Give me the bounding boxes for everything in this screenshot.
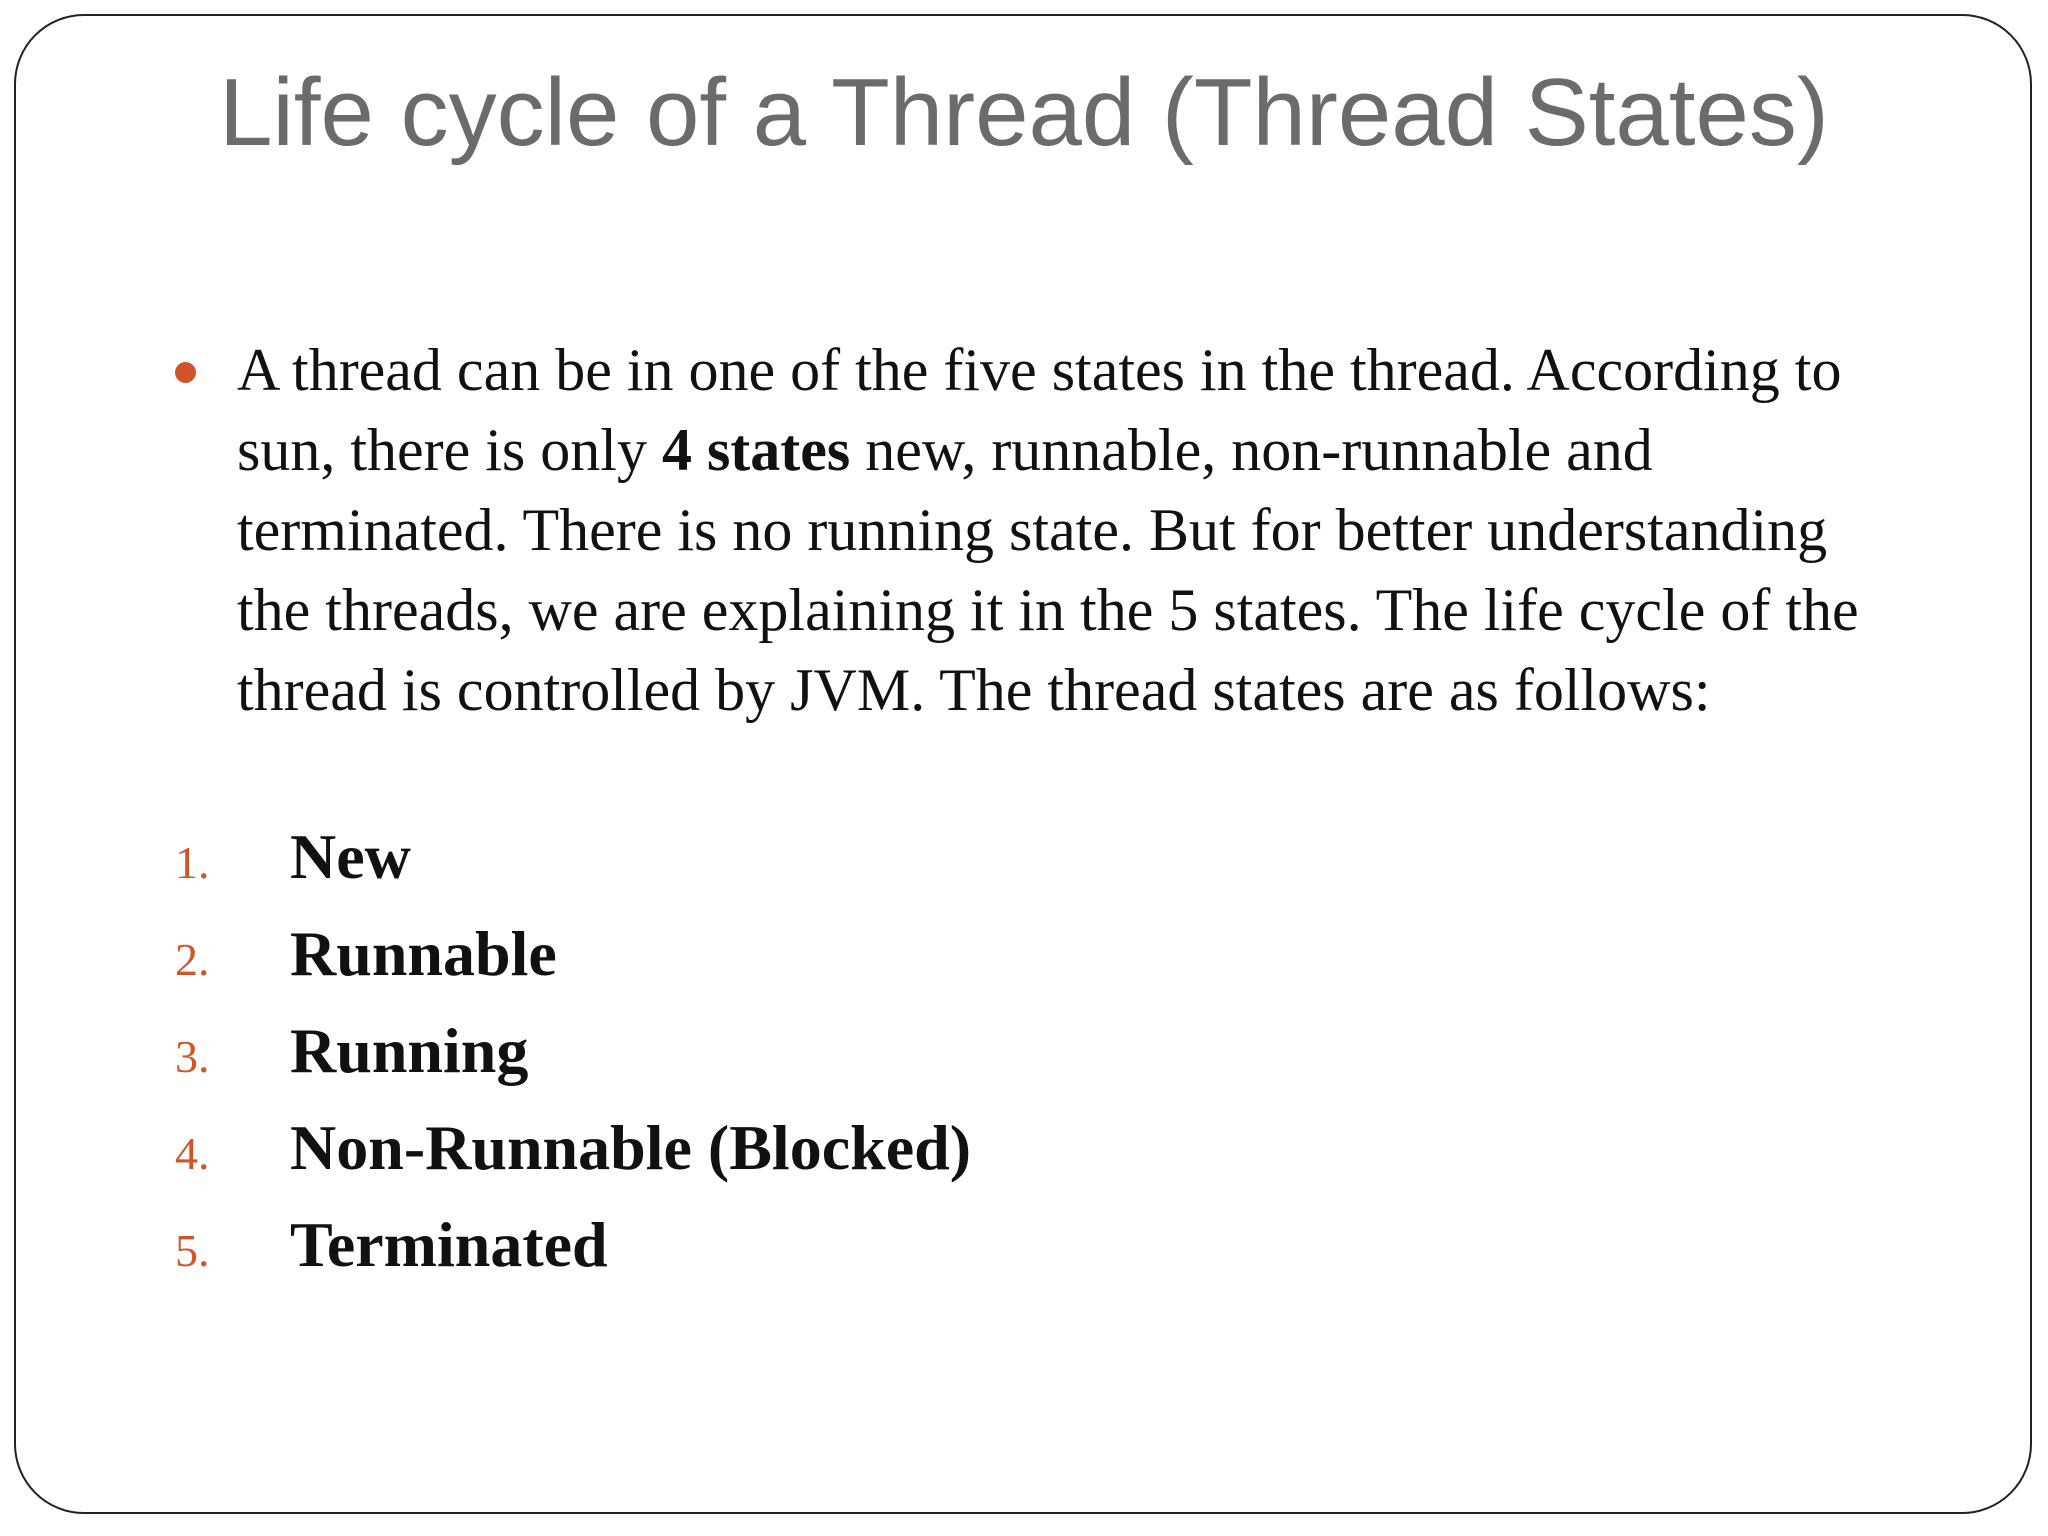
list-item-running xyxy=(175,1014,1575,1111)
slide-title: Life cycle of a Thread (Thread States) xyxy=(219,59,1829,166)
bullet-text xyxy=(237,330,1915,730)
state-label: Non-Runnable (Blocked) xyxy=(290,1112,971,1183)
list-number: 3. xyxy=(175,1031,210,1082)
state-label: Running xyxy=(290,1015,529,1086)
state-label: Runnable xyxy=(290,918,557,989)
list-number: 2. xyxy=(175,934,210,985)
thread-states-list xyxy=(175,820,1575,1305)
state-label: New xyxy=(290,821,411,892)
list-item-runnable xyxy=(175,917,1575,1014)
bullet-dot-icon xyxy=(175,362,196,383)
list-number: 4. xyxy=(175,1128,210,1179)
list-item-terminated xyxy=(175,1208,1575,1305)
bullet-bold-text: 4 states xyxy=(661,417,851,483)
state-label: Terminated xyxy=(290,1209,608,1280)
list-number: 1. xyxy=(175,837,210,888)
bullet-item xyxy=(175,330,1915,730)
bullet-text-end: new, runnable, non-runnable and terminated. There is no running state. But for better understanding the threads, we are explaining it in the 5 states. The life cycle of the thread is controlled by JVM. The thread states are as follows: xyxy=(237,417,1859,723)
list-number: 5. xyxy=(175,1225,210,1276)
bullet-text-start: A thread can be in one of the five states in the thread. According to sun, there is only xyxy=(237,337,1842,483)
list-item-new xyxy=(175,820,1575,917)
list-item-non-runnable xyxy=(175,1111,1575,1208)
slide-body xyxy=(175,330,1915,730)
